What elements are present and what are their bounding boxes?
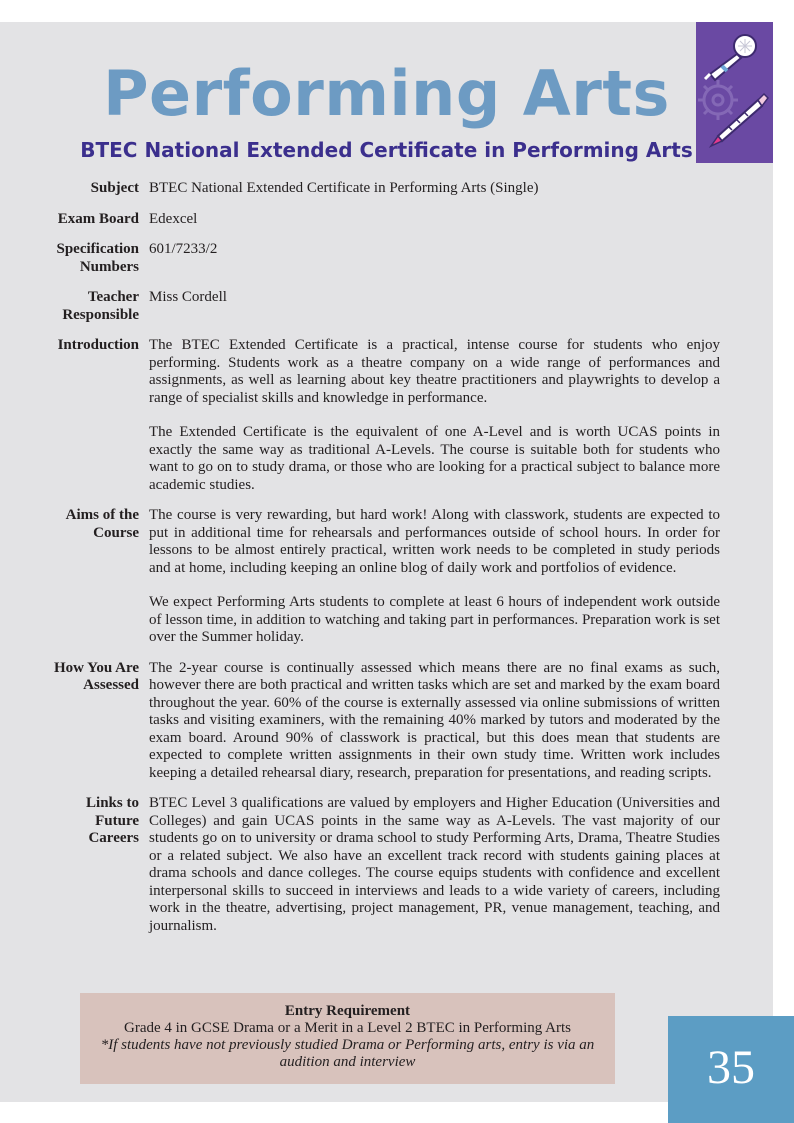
detail-row-exam-board bbox=[45, 211, 720, 229]
entry-requirement-box bbox=[80, 993, 615, 1084]
detail-paragraph: The 2-year course is continually assessed which means there are no final exams as such, however there are both practical and written tasks which are set and marked by the exam board throughout the year. 60% of the course is externally assessed via online submissions of written tasks and visiting examiners, with the remaining 40% marked by tutors and moderated by the exam board. Around 90% of classwork is practical, but this does mean that students are expected to complete written assignments in their own study time. Written work includes keeping a detailed rehearsal diary, research, preparation for presentations, and reading scripts. bbox=[149, 659, 720, 781]
entry-note: *If students have not previously studied Drama or Performing arts, entry is via an audition and interview bbox=[100, 1037, 595, 1070]
detail-label: Links to Future Careers bbox=[86, 795, 139, 846]
detail-text: Edexcel bbox=[149, 210, 198, 227]
detail-label: Teacher Responsible bbox=[62, 289, 139, 323]
detail-value bbox=[149, 795, 720, 935]
course-subtitle: BTEC National Extended Certificate in Performing Arts bbox=[80, 138, 693, 162]
detail-label: Exam Board bbox=[57, 210, 139, 227]
detail-label: How You Are Assessed bbox=[53, 659, 139, 693]
detail-paragraph: The Extended Certificate is the equivalent of one A-Level and is worth UCAS points in exactly the same way as traditional A-Levels. The course is suitable both for students who want to go on to study drama, or those who are looking for a practical subject to balance more academic studies. bbox=[149, 424, 720, 493]
detail-text: BTEC National Extended Certificate in Performing Arts (Single) bbox=[149, 180, 539, 196]
detail-paragraph: The BTEC Extended Certificate is a practical, intense course for students who enjoy performing. Students work as a theatre company on a wide range of performances and assignments, as well as learning about key theatre practitioners and playwrights to develop a range of specialist skills and knowledge in performance. bbox=[149, 337, 720, 406]
detail-row-subject bbox=[45, 180, 720, 198]
detail-value bbox=[149, 241, 720, 276]
detail-text: Miss Cordell bbox=[149, 289, 227, 305]
detail-value bbox=[149, 289, 720, 324]
detail-row-aims bbox=[45, 507, 720, 647]
detail-label: Introduction bbox=[57, 337, 139, 353]
detail-value bbox=[149, 211, 720, 229]
course-details bbox=[45, 180, 720, 948]
detail-paragraph: We expect Performing Arts students to complete at least 6 hours of independent work outside of lesson time, in addition to watching and taking part in performances. Preparation work is set over the Summer holiday. bbox=[149, 594, 720, 645]
detail-value bbox=[149, 180, 720, 198]
entry-heading: Entry Requirement bbox=[284, 1003, 411, 1019]
detail-text: 601/7233/2 bbox=[149, 241, 218, 257]
detail-paragraph: The course is very rewarding, but hard work! Along with classwork, students are expected to put in additional time for rehearsals and performances outside of school hours. In order for lessons to be almost entirely practical, written work needs to be completed in study periods and at home, including keeping an online blog of daily work and portfolios of evidence. bbox=[149, 507, 720, 576]
detail-value bbox=[149, 337, 720, 494]
entry-text: Grade 4 in GCSE Drama or a Merit in a Level 2 BTEC in Performing Arts bbox=[124, 1020, 571, 1036]
detail-value bbox=[149, 507, 720, 647]
page-title: Performing Arts bbox=[103, 57, 670, 130]
detail-row-introduction bbox=[45, 337, 720, 494]
detail-label: Specification Numbers bbox=[56, 241, 139, 275]
detail-value bbox=[149, 660, 720, 783]
detail-label: Subject bbox=[90, 180, 139, 196]
detail-row-specification bbox=[45, 241, 720, 276]
detail-row-teacher bbox=[45, 289, 720, 324]
detail-row-assessment bbox=[45, 660, 720, 783]
detail-row-careers bbox=[45, 795, 720, 935]
page-number: 35 bbox=[668, 1016, 794, 1123]
detail-paragraph: BTEC Level 3 qualifications are valued by employers and Higher Education (Universities and Colleges) and gain UCAS points in the same way as A-Levels. The vast majority of our students go on to university or drama school to study Performing Arts, Drama, Theatre Studies or a related subject. We also have an excellent track record with students gaining places at drama schools and dance colleges. The course equips students with confidence and excellent interpersonal skills to succeed in interviews and leads to a wide variety of careers, including work in the theatre, advertising, project management, PR, venue management, teaching, and journalism. bbox=[149, 795, 720, 934]
detail-label: Aims of the Course bbox=[65, 507, 139, 541]
